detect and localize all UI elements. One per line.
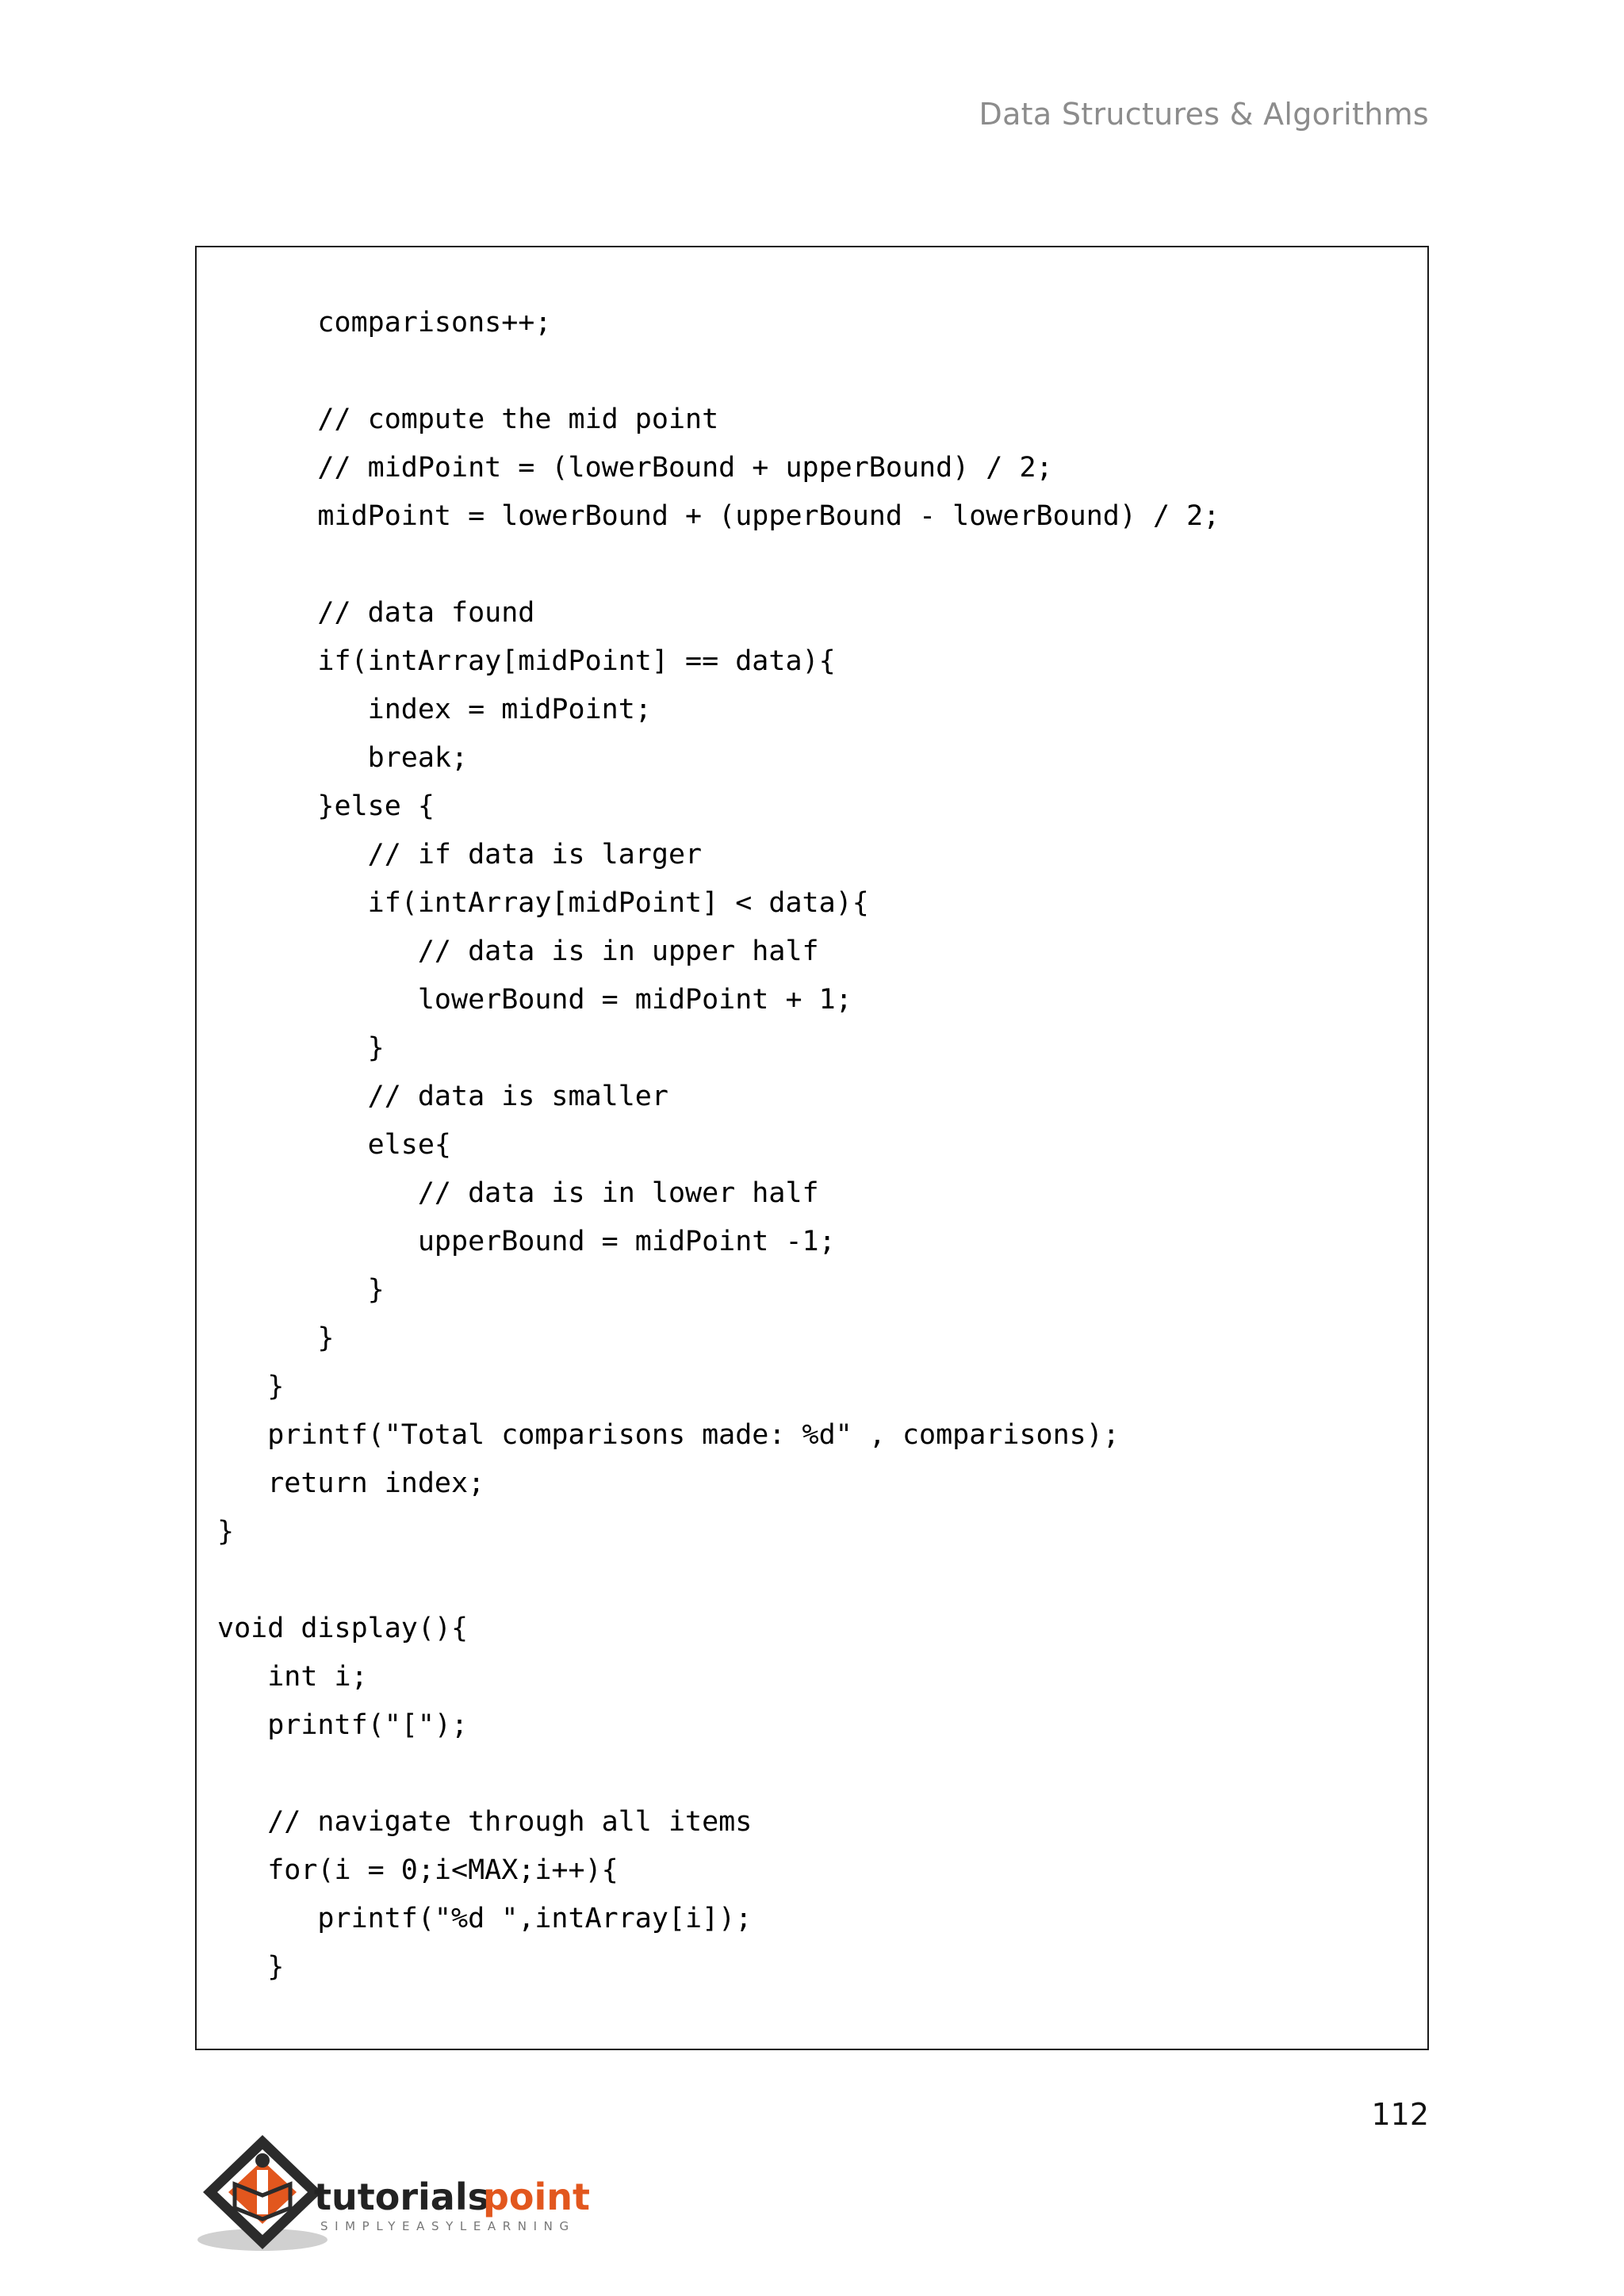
code-line: }: [217, 1322, 335, 1354]
code-line: // compute the mid point: [217, 404, 719, 435]
running-header: Data Structures & Algorithms: [979, 97, 1429, 132]
code-line: printf("Total comparisons made: %d" , comparisons);: [217, 1419, 1120, 1451]
code-line: break;: [217, 742, 469, 774]
code-line: for(i = 0;i<MAX;i++){: [217, 1854, 619, 1886]
code-line: }: [217, 1032, 385, 1064]
code-line: // data is smaller: [217, 1081, 668, 1112]
code-line: if(intArray[midPoint] == data){: [217, 645, 836, 677]
tutorialspoint-logo: [195, 2129, 639, 2256]
code-line: if(intArray[midPoint] < data){: [217, 887, 869, 919]
code-line: return index;: [217, 1468, 485, 1499]
code-line: // data is in upper half: [217, 936, 819, 967]
logo-brand-tutorials: tutorials: [314, 2175, 489, 2218]
code-line: }else {: [217, 790, 435, 822]
code-line: }: [217, 1274, 385, 1306]
logo-tagline: SIMPLYEASYLEARNING: [320, 2219, 576, 2233]
page-number: 112: [1371, 2097, 1429, 2132]
code-listing: [195, 246, 1429, 2050]
code-line: printf("%d ",intArray[i]);: [217, 1903, 753, 1934]
code-line: }: [217, 1371, 285, 1402]
code-line: else{: [217, 1129, 452, 1161]
code-line: lowerBound = midPoint + 1;: [217, 984, 852, 1016]
code-line: }: [217, 1516, 235, 1548]
code-line: midPoint = lowerBound + (upperBound - lowerBound) / 2;: [217, 500, 1220, 532]
code-line: // data is in lower half: [217, 1177, 819, 1209]
code-line: // navigate through all items: [217, 1806, 753, 1838]
code-line: }: [217, 1951, 285, 1983]
code-line: index = midPoint;: [217, 694, 652, 725]
code-line: int i;: [217, 1661, 368, 1693]
code-line: upperBound = midPoint -1;: [217, 1226, 836, 1257]
logo-brand-point: point: [483, 2175, 591, 2218]
code-line: comparisons++;: [217, 307, 552, 339]
code-line: // data found: [217, 597, 535, 629]
code-line: printf("[");: [217, 1709, 469, 1741]
code-line: // if data is larger: [217, 839, 703, 871]
code-line: // midPoint = (lowerBound + upperBound) / 2;: [217, 452, 1053, 484]
code-line: void display(){: [217, 1613, 469, 1644]
